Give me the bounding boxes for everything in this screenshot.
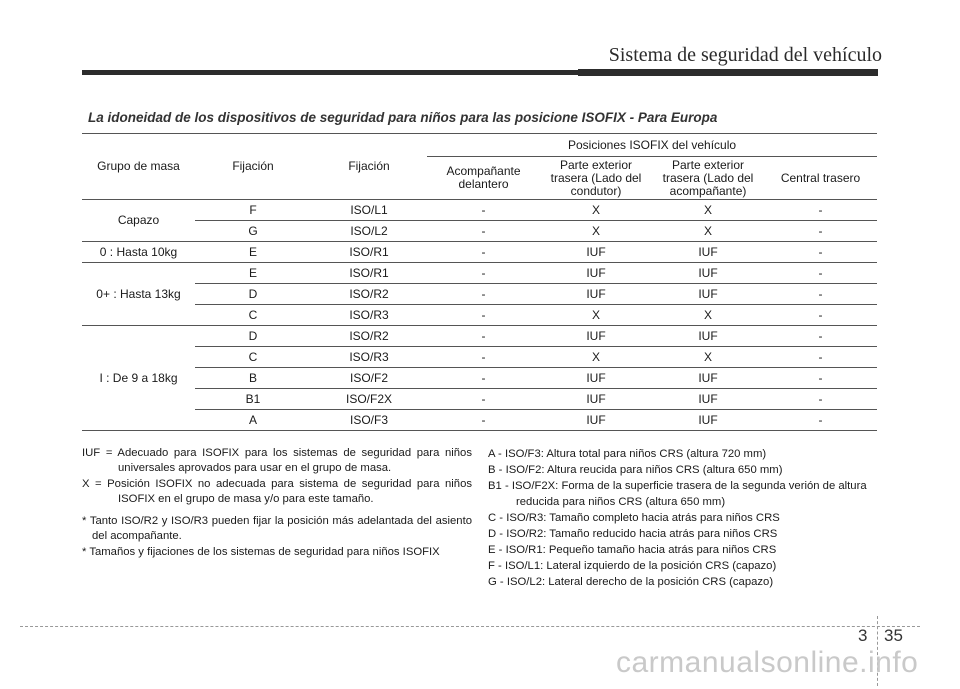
table-row	[82, 410, 877, 431]
table-row	[82, 389, 877, 410]
size-cell: F	[195, 200, 311, 221]
center-cell: -	[764, 368, 877, 389]
front-cell: -	[427, 368, 540, 389]
notes-right	[488, 446, 880, 590]
group-cell: I : De 9 a 18kg	[82, 326, 195, 431]
center-cell: -	[764, 410, 877, 431]
front-cell: -	[427, 326, 540, 347]
fix-cell: ISO/R1	[311, 263, 427, 284]
footer-rule	[20, 626, 920, 628]
table-row	[82, 347, 877, 368]
rear-right-cell: X	[652, 200, 764, 221]
fix-cell: ISO/F2	[311, 368, 427, 389]
note-star-1: * Tanto ISO/R2 y ISO/R3 pueden fijar la posición más adelantada del asiento del acompañante.	[82, 515, 472, 542]
rear-left-cell: IUF	[540, 368, 652, 389]
notes-left	[82, 446, 472, 562]
page-number: 35	[884, 626, 903, 645]
rear-left-cell: IUF	[540, 389, 652, 410]
center-cell: -	[764, 263, 877, 284]
note-item: F - ISO/L1: Lateral izquierdo de la posición CRS (capazo)	[488, 560, 777, 572]
front-cell: -	[427, 200, 540, 221]
front-cell: -	[427, 305, 540, 326]
table-row	[82, 326, 877, 347]
header-fijacion-2: Fijación	[311, 134, 427, 200]
rear-left-cell: IUF	[540, 326, 652, 347]
fix-cell: ISO/R1	[311, 242, 427, 263]
center-cell: -	[764, 389, 877, 410]
header-acompanante: Acompañante delantero	[427, 157, 540, 200]
table-row	[82, 200, 877, 221]
fix-cell: ISO/F2X	[311, 389, 427, 410]
size-cell: D	[195, 284, 311, 305]
rear-right-cell: X	[652, 305, 764, 326]
front-cell: -	[427, 263, 540, 284]
size-cell: E	[195, 263, 311, 284]
rear-right-cell: X	[652, 221, 764, 242]
center-cell: -	[764, 242, 877, 263]
group-cell: Capazo	[82, 200, 195, 242]
front-cell: -	[427, 389, 540, 410]
front-cell: -	[427, 410, 540, 431]
center-cell: -	[764, 326, 877, 347]
header-lado-acompanante: Parte exterior trasera (Lado del acompañante)	[652, 157, 764, 200]
fix-cell: ISO/R2	[311, 284, 427, 305]
note-item: A - ISO/F3: Altura total para niños CRS (altura 720 mm)	[488, 448, 767, 460]
header-fijacion-1: Fijación	[195, 134, 311, 200]
rear-left-cell: X	[540, 347, 652, 368]
center-cell: -	[764, 347, 877, 368]
front-cell: -	[427, 221, 540, 242]
size-cell: A	[195, 410, 311, 431]
table-row	[82, 263, 877, 284]
rear-right-cell: IUF	[652, 368, 764, 389]
rear-left-cell: X	[540, 200, 652, 221]
table-row	[82, 221, 877, 242]
front-cell: -	[427, 347, 540, 368]
rear-left-cell: X	[540, 221, 652, 242]
rear-right-cell: IUF	[652, 389, 764, 410]
fix-cell: ISO/L2	[311, 221, 427, 242]
note-item: D - ISO/R2: Tamaño reducido hacia atrás para niños CRS	[488, 528, 778, 540]
group-cell: 0+ : Hasta 13kg	[82, 263, 195, 326]
table-row	[82, 284, 877, 305]
header-central: Central trasero	[764, 157, 877, 200]
center-cell: -	[764, 305, 877, 326]
header-posiciones: Posiciones ISOFIX del vehículo	[427, 134, 877, 157]
fix-cell: ISO/R2	[311, 326, 427, 347]
rear-right-cell: IUF	[652, 326, 764, 347]
center-cell: -	[764, 284, 877, 305]
rear-right-cell: IUF	[652, 284, 764, 305]
rear-right-cell: X	[652, 347, 764, 368]
table-row	[82, 242, 877, 263]
center-cell: -	[764, 200, 877, 221]
note-iuf: IUF = Adecuado para ISOFIX para los sistemas de seguridad para niños universales aprovados para usar en el grupo de masa.	[82, 447, 472, 474]
watermark: carmanualsonline.info	[616, 646, 919, 679]
rear-right-cell: IUF	[652, 410, 764, 431]
size-cell: C	[195, 347, 311, 368]
note-item: G - ISO/L2: Lateral derecho de la posición CRS (capazo)	[488, 576, 774, 588]
note-item: B - ISO/F2: Altura reucida para niños CRS (altura 650 mm)	[488, 464, 783, 476]
size-cell: D	[195, 326, 311, 347]
size-cell: G	[195, 221, 311, 242]
note-item: E - ISO/R1: Pequeño tamaño hacia atrás para niños CRS	[488, 544, 777, 556]
rear-right-cell: IUF	[652, 242, 764, 263]
size-cell: C	[195, 305, 311, 326]
rear-right-cell: IUF	[652, 263, 764, 284]
note-item: C - ISO/R3: Tamaño completo hacia atrás para niños CRS	[488, 512, 780, 524]
note-item: B1 - ISO/F2X: Forma de la superficie trasera de la segunda verión de altura reducida para niños CRS (altura 650 mm)	[488, 480, 867, 508]
fix-cell: ISO/R3	[311, 305, 427, 326]
header-lado-conductor: Parte exterior trasera (Lado del condutor)	[540, 157, 652, 200]
note-x: X = Posición ISOFIX no adecuada para sistema de seguridad para niños ISOFIX en el grupo de masa y/o para este tamaño.	[82, 478, 472, 505]
header-grupo: Grupo de masa	[82, 134, 195, 200]
size-cell: E	[195, 242, 311, 263]
size-cell: B1	[195, 389, 311, 410]
isofix-table	[82, 133, 877, 431]
header-rule	[82, 70, 878, 75]
header-title: Sistema de seguridad del vehículo	[608, 44, 882, 66]
rear-left-cell: IUF	[540, 242, 652, 263]
rear-left-cell: IUF	[540, 284, 652, 305]
fix-cell: ISO/R3	[311, 347, 427, 368]
note-star-2: * Tamaños y fijaciones de los sistemas de seguridad para niños ISOFIX	[82, 546, 440, 558]
rear-left-cell: X	[540, 305, 652, 326]
group-cell: 0 : Hasta 10kg	[82, 242, 195, 263]
front-cell: -	[427, 284, 540, 305]
rear-left-cell: IUF	[540, 263, 652, 284]
fix-cell: ISO/F3	[311, 410, 427, 431]
fix-cell: ISO/L1	[311, 200, 427, 221]
table-row	[82, 305, 877, 326]
rear-left-cell: IUF	[540, 410, 652, 431]
front-cell: -	[427, 242, 540, 263]
section-number: 3	[858, 626, 868, 645]
section-title: La idoneidad de los dispositivos de seguridad para niños para las posicione ISOFIX - Para Europa	[88, 110, 718, 125]
table-row	[82, 368, 877, 389]
center-cell: -	[764, 221, 877, 242]
size-cell: B	[195, 368, 311, 389]
